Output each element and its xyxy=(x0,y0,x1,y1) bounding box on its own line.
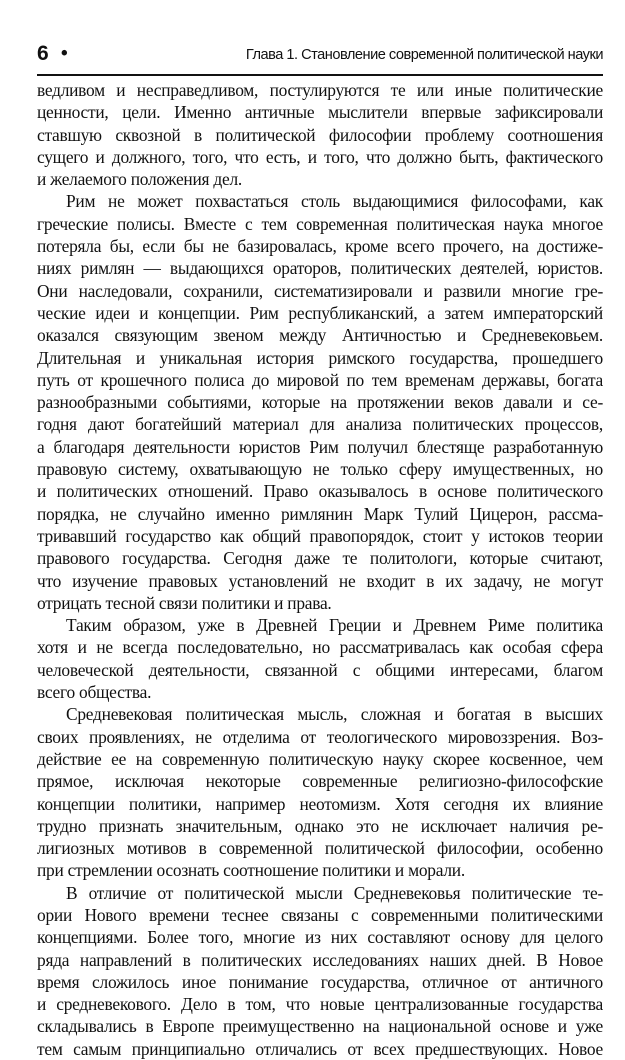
text-line: отрицать тесной связи политики и права. xyxy=(37,592,332,613)
text-line: ческие идеи и концепции. Рим республиканский, а затем императорский xyxy=(37,302,603,323)
text-line: и политических отношений. Право оказывалось в основе политического xyxy=(37,481,603,502)
text-line: годня дают богатейший материал для анализа политических процессов, xyxy=(37,414,603,435)
text-line: и желаемого положения дел. xyxy=(37,169,242,190)
text-line: действие ее на современную политическую науку скорее косвенное, чем xyxy=(37,748,603,769)
text-line: прямое, исключая некоторые современные религиозно-философские xyxy=(37,771,603,792)
text-line: трудно признать значительным, однако это не исключает наличия ре- xyxy=(37,815,603,836)
text-line: всего общества. xyxy=(37,682,152,703)
text-line: ниях римлян — выдающихся ораторов, политических деятелей, юристов. xyxy=(37,258,603,279)
text-line: а благодаря деятельности юристов Рим получил блестяще разработанную xyxy=(37,436,603,457)
text-line: сущего и должного, того, что есть, и того, что должно быть, фактического xyxy=(37,146,603,167)
text-line: хотя и не всегда последовательно, но рассматривалась как особая сфера xyxy=(37,637,603,658)
text-line: Длительная и уникальная история римского государства, прошедшего xyxy=(37,347,603,368)
text-line: правового государства. Сегодня даже те политологи, которые считают, xyxy=(37,548,603,569)
text-line: ценности, цели. Именно античные мыслители впервые зафиксировали xyxy=(37,102,603,123)
text-line: лигиозных мотивов в современной политической философии, особенно xyxy=(37,838,603,859)
text-line: Таким образом, уже в Древней Греции и Древнем Риме политика xyxy=(66,615,603,636)
text-line: своих проявлениях, не отделима от теологического мировоззрения. Воз- xyxy=(37,726,603,747)
text-line: при стремлении осознать соотношение политики и морали. xyxy=(37,860,465,881)
running-title: Глава 1. Становление современной политической науки xyxy=(245,47,603,63)
text-line: что изучение правовых установлений не входит в их задачу, не могут xyxy=(37,570,603,591)
text-line: ведливом и несправедливом, постулируются те или иные политические xyxy=(37,80,603,100)
header-bullet: • xyxy=(61,43,68,64)
text-line: разнообразными событиями, которые на протяжении веков давали и се- xyxy=(37,392,603,413)
text-line: время сложилось иное понимание государства, отличное от античного xyxy=(37,971,603,992)
text-line: путь от крошечного полиса до мировой по тем временам державы, богата xyxy=(37,369,603,390)
text-line: потеряла бы, если бы не базировалась, кроме всего прочего, на достиже- xyxy=(37,236,603,257)
text-line: Они наследовали, сохранили, систематизировали и развили многие гре- xyxy=(37,280,603,301)
text-line: и средневекового. Дело в том, что новые централизованные государства xyxy=(37,994,603,1015)
text-line: ставшую сквозной в политической философии проблему соотношения xyxy=(37,124,603,145)
text-line: В отличие от политической мысли Средневековья политические те- xyxy=(66,882,603,903)
page-header xyxy=(37,40,603,76)
text-line: правовую систему, охватывающую не только сферу имущественных, но xyxy=(37,459,603,480)
text-line: человеческой деятельности, связанной с общими интересами, благом xyxy=(37,659,603,680)
text-line: греческие полисы. Вместе с тем современная политическая наука многое xyxy=(37,213,603,234)
text-line: тривавший государство как общий правопорядок, стоит у истоков теории xyxy=(37,525,603,546)
text-line: ории Нового времени теснее связаны с современными политическими xyxy=(37,904,603,925)
body-text xyxy=(37,79,603,1060)
text-line: складывались в Европе преимущественно на национальной основе и уже xyxy=(37,1016,603,1037)
text-line: оказался связующим звеном между Античностью и Средневековьем. xyxy=(37,325,603,346)
text-line: порядка, не случайно именно римлянин Марк Тулий Цицерон, рассма- xyxy=(37,503,603,524)
page-number: 6 xyxy=(37,42,49,65)
text-line: ряда направлений в политических исследованиях наших дней. В Новое xyxy=(37,949,603,970)
text-line: Рим не может похвастаться столь выдающимися философами, как xyxy=(66,191,603,212)
text-line: тем самым принципиально отличались от всех предшествующих. Новое xyxy=(37,1038,603,1059)
text-line: концепциями. Более того, многие из них составляют основу для целого xyxy=(37,927,603,948)
text-line: Средневековая политическая мысль, сложная и богатая в высших xyxy=(66,704,603,725)
text-line: концепции политики, например неотомизм. Хотя сегодня их влияние xyxy=(37,793,603,814)
